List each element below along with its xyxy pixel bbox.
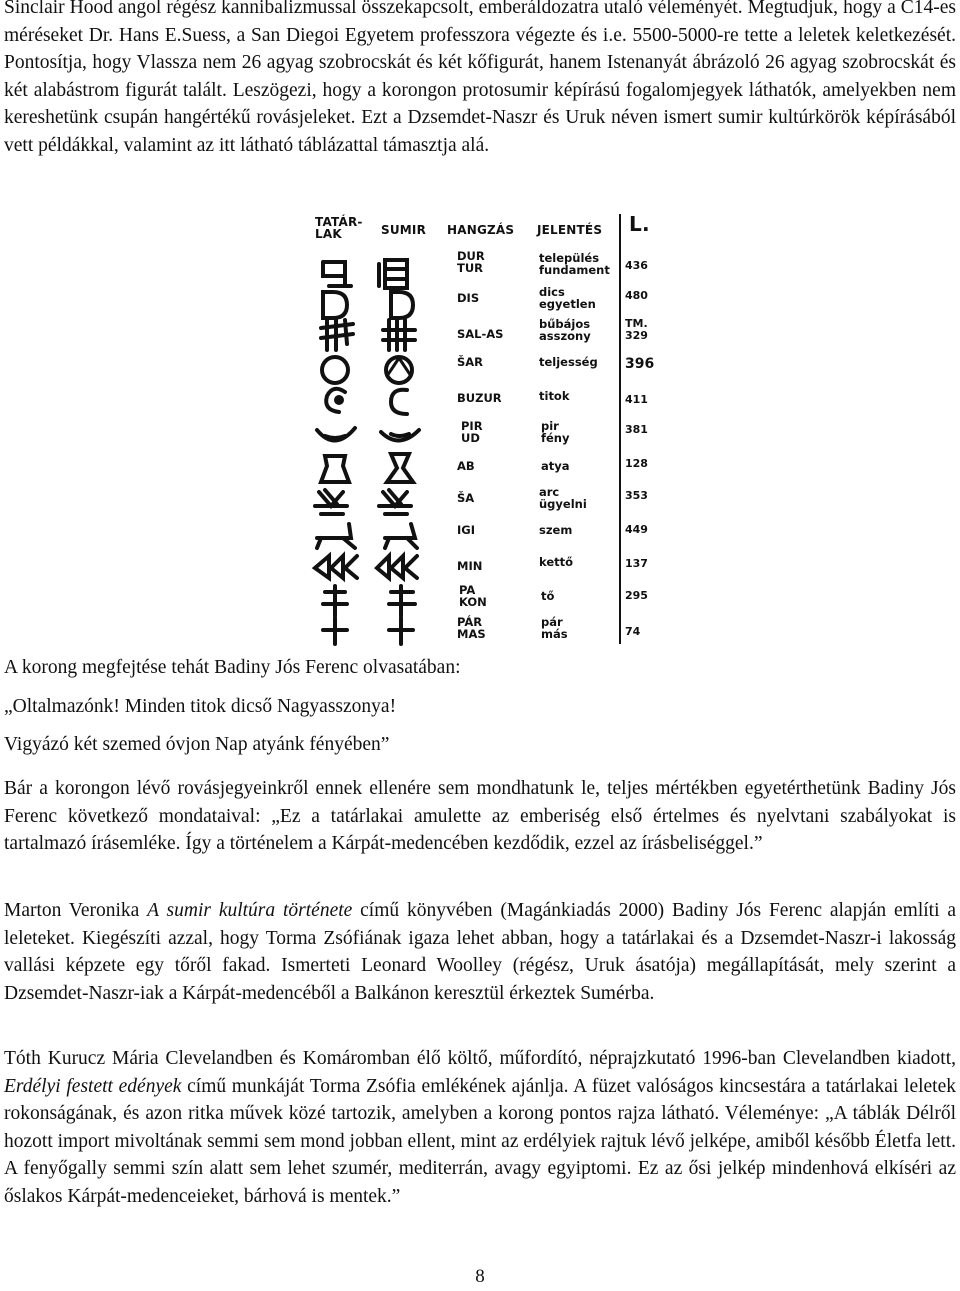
row-number: 74	[625, 625, 641, 638]
row-meaning: teljesség	[539, 355, 598, 369]
glyph-dur	[323, 260, 407, 288]
row-number: 436	[625, 259, 648, 272]
glyph-ab	[321, 454, 413, 482]
verse-line-1: „Oltalmazónk! Minden titok dicső Nagyasszonya!	[4, 696, 397, 717]
row-number: 295	[625, 589, 648, 602]
glyph-sal-as	[321, 320, 415, 350]
row-sound: PA KON	[459, 583, 487, 609]
row-sound: SAL-AS	[457, 327, 504, 341]
table-divider	[619, 214, 621, 644]
row-number: 137	[625, 557, 648, 570]
row-number: 353	[625, 489, 648, 502]
row-sound: DUR TUR	[457, 249, 485, 275]
row-sound: AB	[457, 459, 475, 473]
row-meaning: szem	[539, 523, 573, 537]
row-number: 411	[625, 393, 648, 406]
paragraph-4-start: Tóth Kurucz Mária Clevelandben és Komáromban élő költő, műfordító, néprajzkutató 1996-ban Clevelandben kiadott,	[4, 1048, 956, 1069]
row-number: 128	[625, 457, 648, 470]
row-sound: ŠAR	[457, 355, 484, 369]
verse-line-2: Vigyázó két szemed óvjon Nap atyánk fényében”	[4, 734, 390, 755]
row-number: TM. 329	[625, 317, 648, 342]
header-tatarlak: TATÁR- LAK	[315, 215, 363, 241]
row-meaning: titok	[539, 389, 570, 403]
row-sound: DIS	[457, 291, 480, 305]
row-number: 396	[625, 356, 655, 372]
book-title-erdelyi-festett-edenyek: Erdélyi festett edények	[4, 1075, 182, 1097]
glyph-igi	[317, 524, 417, 548]
row-meaning: pir fény	[541, 419, 570, 445]
row-meaning: arc ügyelni	[539, 485, 587, 511]
row-sound: PÁR MAS	[457, 615, 486, 641]
header-l: L.	[629, 212, 650, 236]
glyph-sar	[322, 357, 412, 383]
glyph-buzur	[326, 389, 407, 414]
row-sound: ŠA	[457, 491, 475, 505]
row-meaning: atya	[541, 459, 570, 473]
sign-glyphs	[303, 212, 433, 646]
row-meaning: település fundament	[539, 251, 610, 277]
paragraph-3-end: című könyvében (Magánkiadás 2000) Badiny Jós Ferenc alapján említi a leleteket. Kiegészíti azzal, hogy Torma Zsófiának igaza lehet abban, hogy a tatárlakai és a Dzsemdet-Naszr-i lakosság vallási képzete egy tőről fakad. Ismerteti Leonard Woolley (régész, Uruk ásatója) megállapítását, mely szerint a Dzsemdet-Naszr-iak a Kárpát-medencéből a Balkánon keresztül érkeztek Sumérba.	[4, 900, 956, 1004]
page-number: 8	[475, 1266, 485, 1287]
row-meaning: bűbájos asszony	[539, 317, 591, 343]
paragraph-4	[4, 1045, 956, 1210]
glyph-sa	[315, 490, 411, 514]
decipherment-intro: A korong megfejtése tehát Badiny Jós Ferenc olvasatában:	[4, 657, 461, 678]
paragraph-3	[4, 897, 956, 1007]
row-number: 381	[625, 423, 648, 436]
glyph-par-mas	[323, 618, 413, 644]
row-meaning: kettő	[539, 555, 574, 569]
row-meaning: tő	[541, 589, 555, 603]
row-sound: PIR UD	[461, 419, 483, 445]
paragraph-4-end: című munkáját Torma Zsófia emlékének ajánlja. A füzet valóságos kincsestára a tatárlakai leletek rokonságának, és azon ritka művek közé tartozik, amelyben a korong pontos rajza látható. Véleménye: „A táblák Délről hozott import mivoltának semmi sem mond jobban ellent, mint az erdélyiek rajtuk lévő jelképe, amiből később Életfa lett. A fenyőgally semmi szín alatt sem lehet szumér, mediterrán, avagy egyiptomi. Ez az ősi jelkép mindenhová elkíséri az őslakos Kárpát-medenceieket, bárhová is mentek.”	[4, 1075, 957, 1207]
glyph-pa-kon	[323, 586, 415, 616]
row-sound: BUZUR	[457, 391, 502, 405]
paragraph-3-start: Marton Veronika	[4, 900, 148, 921]
paragraph-2: Bár a korongon lévő rovásjegyeinkről ennek ellenére sem mondhatunk le, teljes mértékben egyetérthetünk Badiny Jós Ferenc következő mondataival: „Ez a tatárlakai amulette az emberiség első értelmes és nyelvtani szabályokat is tartalmazó írásemléke. Így a történelem a Kárpát-medencében kezdődik, ezzel az írásbeliséggel.”	[4, 778, 956, 854]
book-title-sumir-kultura: A sumir kultúra története	[147, 900, 353, 921]
row-sound: IGI	[457, 523, 475, 537]
glyph-dis	[323, 292, 413, 318]
row-meaning: pár más	[541, 615, 568, 641]
glyph-pir-ud	[317, 428, 419, 441]
sign-comparison-table	[303, 212, 655, 646]
glyph-min	[315, 556, 417, 578]
header-hangzas: HANGZÁS	[447, 223, 515, 237]
paragraph-1: Sinclair Hood angol régész kannibalizmussal összekapcsolt, emberáldozatra utaló véleményét. Megtudjuk, hogy a C14-es méréseket Dr. Hans E.Suess, a San Diegoi Egyetem professzora végezte és i.e. 5500-5000-re tette a leletek keletkezését. Pontosítja, hogy Vlassza nem 26 agyag szobrocskát és két kőfigurát, hanem Istenanyát ábrázoló 26 agyag szobrocskát és két alabástrom figurát talált. Leszögezi, hogy a korongon protosumir képírású fogalomjegyek láthatók, amelyekben nem kereshetünk csupán hangértékű rovásjeleket. Ezt a Dzsemdet-Naszr és Uruk néven ismert sumir kultúrkörök képírásából vett példákkal, valamint az itt látható táblázattal támasztja alá.	[4, 0, 956, 156]
header-jelentes: JELENTÉS	[537, 223, 603, 237]
header-sumir: SUMIR	[381, 223, 427, 237]
row-sound: MIN	[457, 559, 483, 573]
row-number: 480	[625, 289, 648, 302]
row-number: 449	[625, 523, 648, 536]
row-meaning: dics egyetlen	[539, 285, 596, 311]
